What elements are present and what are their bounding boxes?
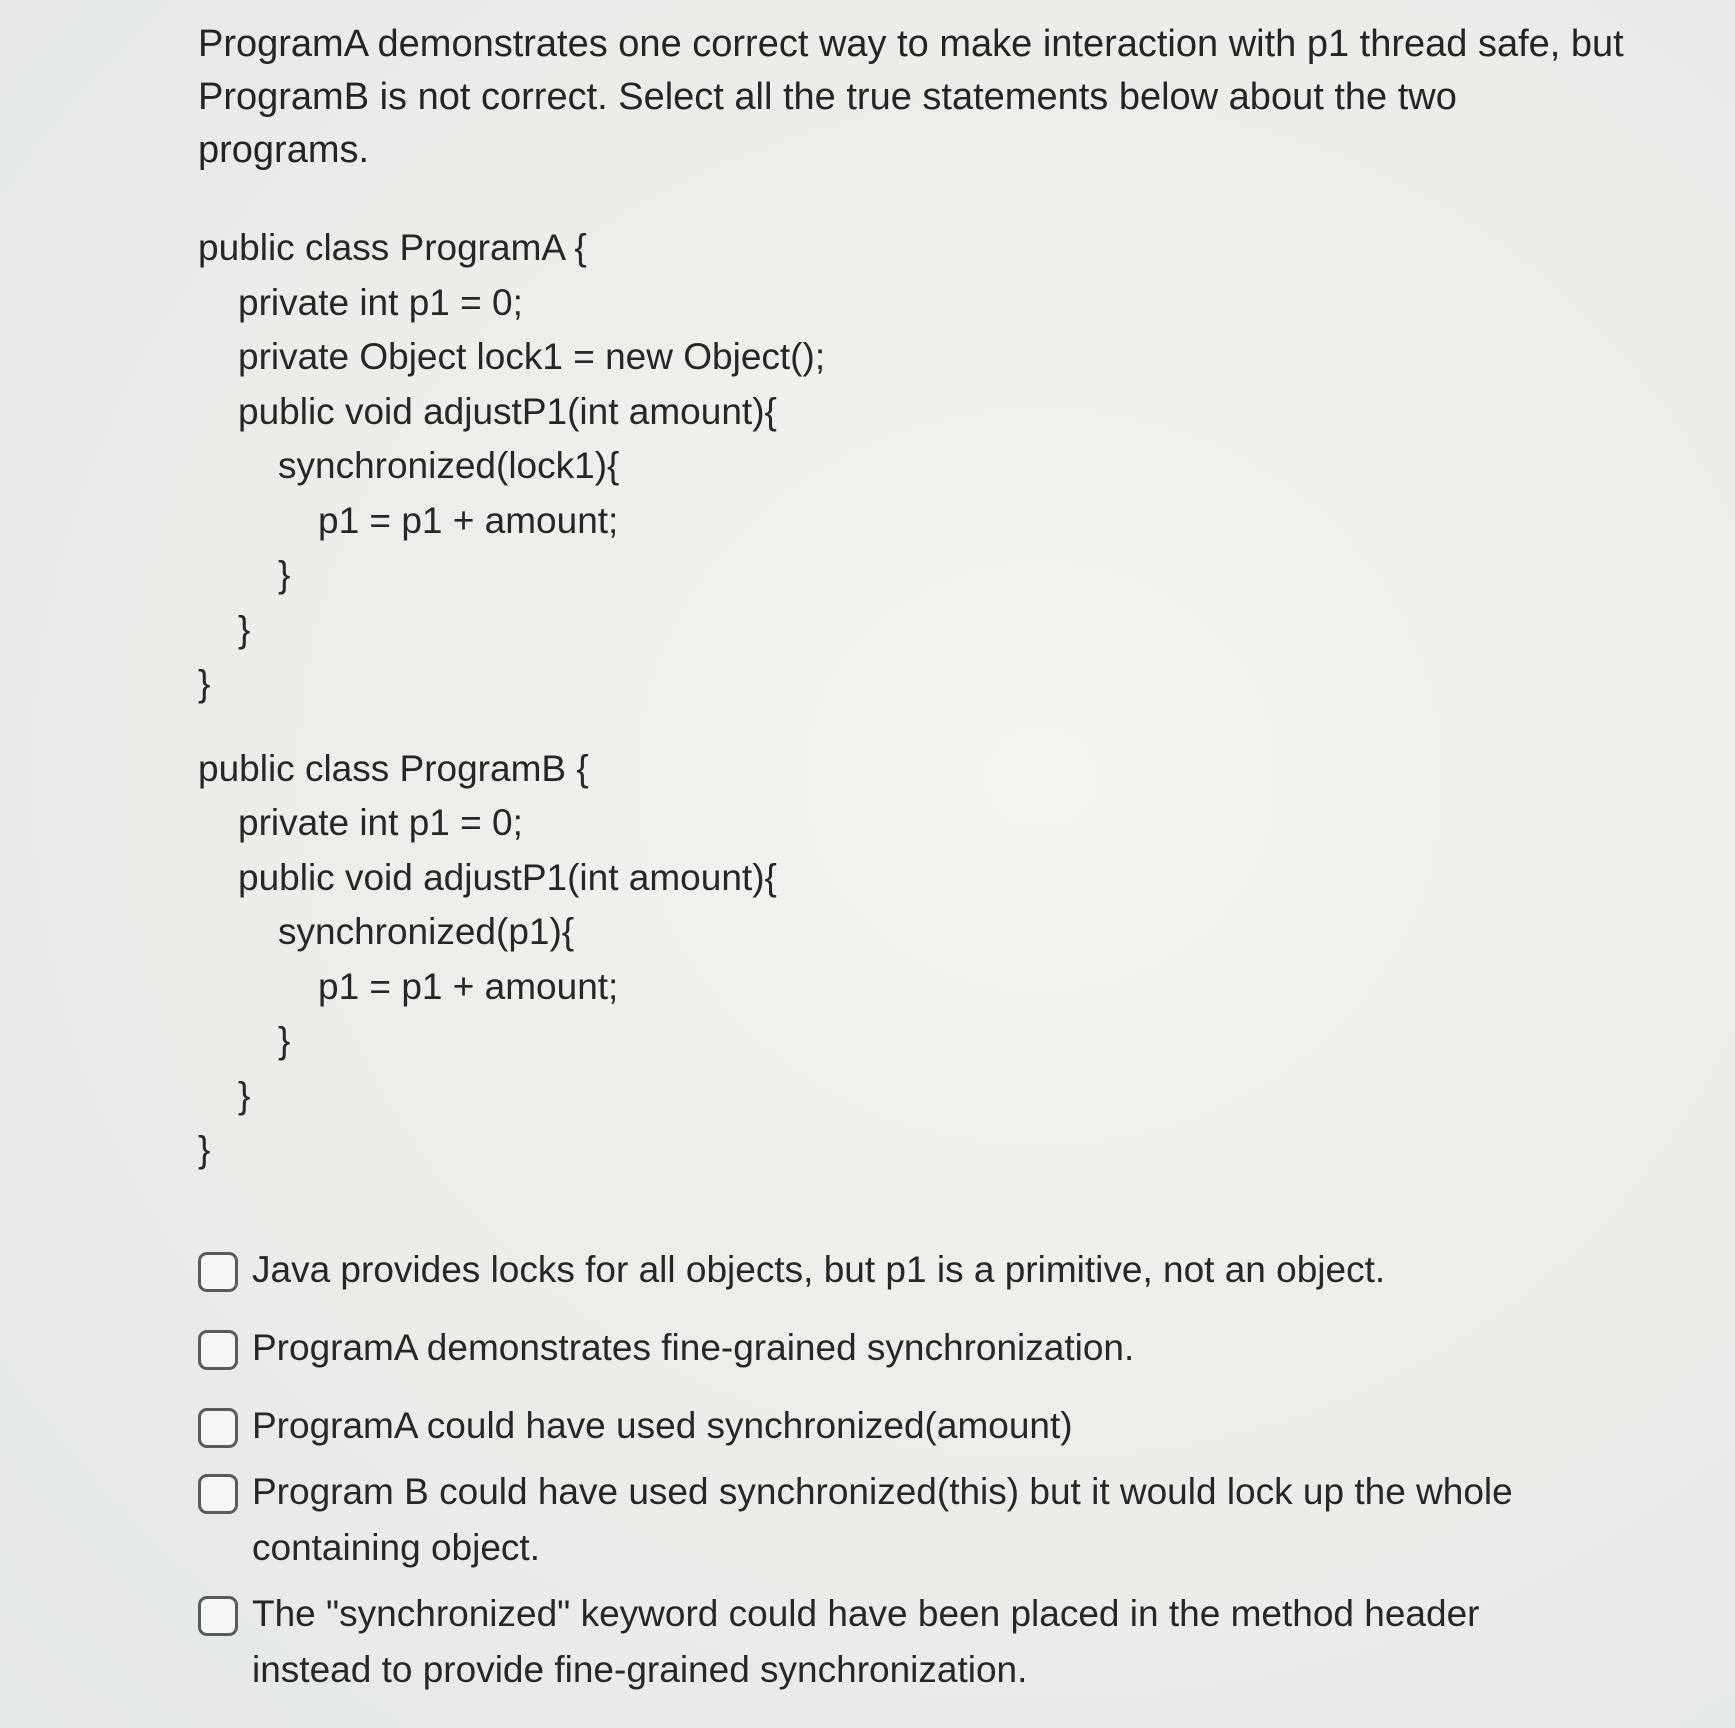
code-line: public void adjustP1(int amount){ <box>238 390 777 432</box>
code-line: } <box>198 1129 211 1170</box>
checkbox[interactable] <box>198 1474 238 1514</box>
code-line: p1 = p1 + amount; <box>318 499 619 541</box>
code-line: } <box>278 554 291 595</box>
code-line: private int p1 = 0; <box>238 802 523 843</box>
code-line: } <box>238 1074 251 1116</box>
code-line: } <box>278 1020 291 1061</box>
code-line: public class ProgramB { <box>198 747 589 789</box>
answer-option-label: ProgramA demonstrates fine-grained synchronization. <box>252 1326 1135 1368</box>
answer-option-label: The "synchronized" keyword could have been placed in the method header instead to provide fine-grained synchronization. <box>252 1592 1480 1690</box>
code-line: synchronized(p1){ <box>278 911 575 952</box>
answer-option-1[interactable] <box>198 1242 1638 1298</box>
code-line: synchronized(lock1){ <box>278 445 620 486</box>
question-content <box>198 18 1638 1698</box>
checkbox[interactable] <box>198 1596 238 1636</box>
answer-option-2[interactable] <box>198 1320 1638 1376</box>
answer-option-4[interactable] <box>198 1464 1638 1576</box>
question-prompt: ProgramA demonstrates one correct way to make interaction with p1 thread safe, but ProgramB is not correct. Select all the true statements below about the two programs. <box>198 23 1624 171</box>
answer-option-3[interactable] <box>198 1398 1638 1454</box>
code-line: private Object lock1 = new Object(); <box>238 336 826 377</box>
code-line: private int p1 = 0; <box>238 281 523 323</box>
code-line: public class ProgramA { <box>198 227 587 268</box>
code-line: } <box>198 663 211 704</box>
answer-option-label: Program B could have used synchronized(this) but it would lock up the whole containing object. <box>252 1470 1513 1568</box>
code-line: p1 = p1 + amount; <box>318 965 619 1007</box>
answer-options <box>198 1242 1638 1698</box>
program-a-code <box>198 221 1638 712</box>
answer-option-label: ProgramA could have used synchronized(amount) <box>252 1404 1073 1446</box>
code-line: public void adjustP1(int amount){ <box>238 856 777 898</box>
code-line: } <box>238 608 251 650</box>
checkbox[interactable] <box>198 1252 238 1292</box>
checkbox[interactable] <box>198 1408 238 1448</box>
answer-option-5[interactable] <box>198 1586 1638 1698</box>
answer-option-label: Java provides locks for all objects, but p1 is a primitive, not an object. <box>252 1248 1386 1290</box>
checkbox[interactable] <box>198 1330 238 1370</box>
program-b-code <box>198 742 1638 1178</box>
